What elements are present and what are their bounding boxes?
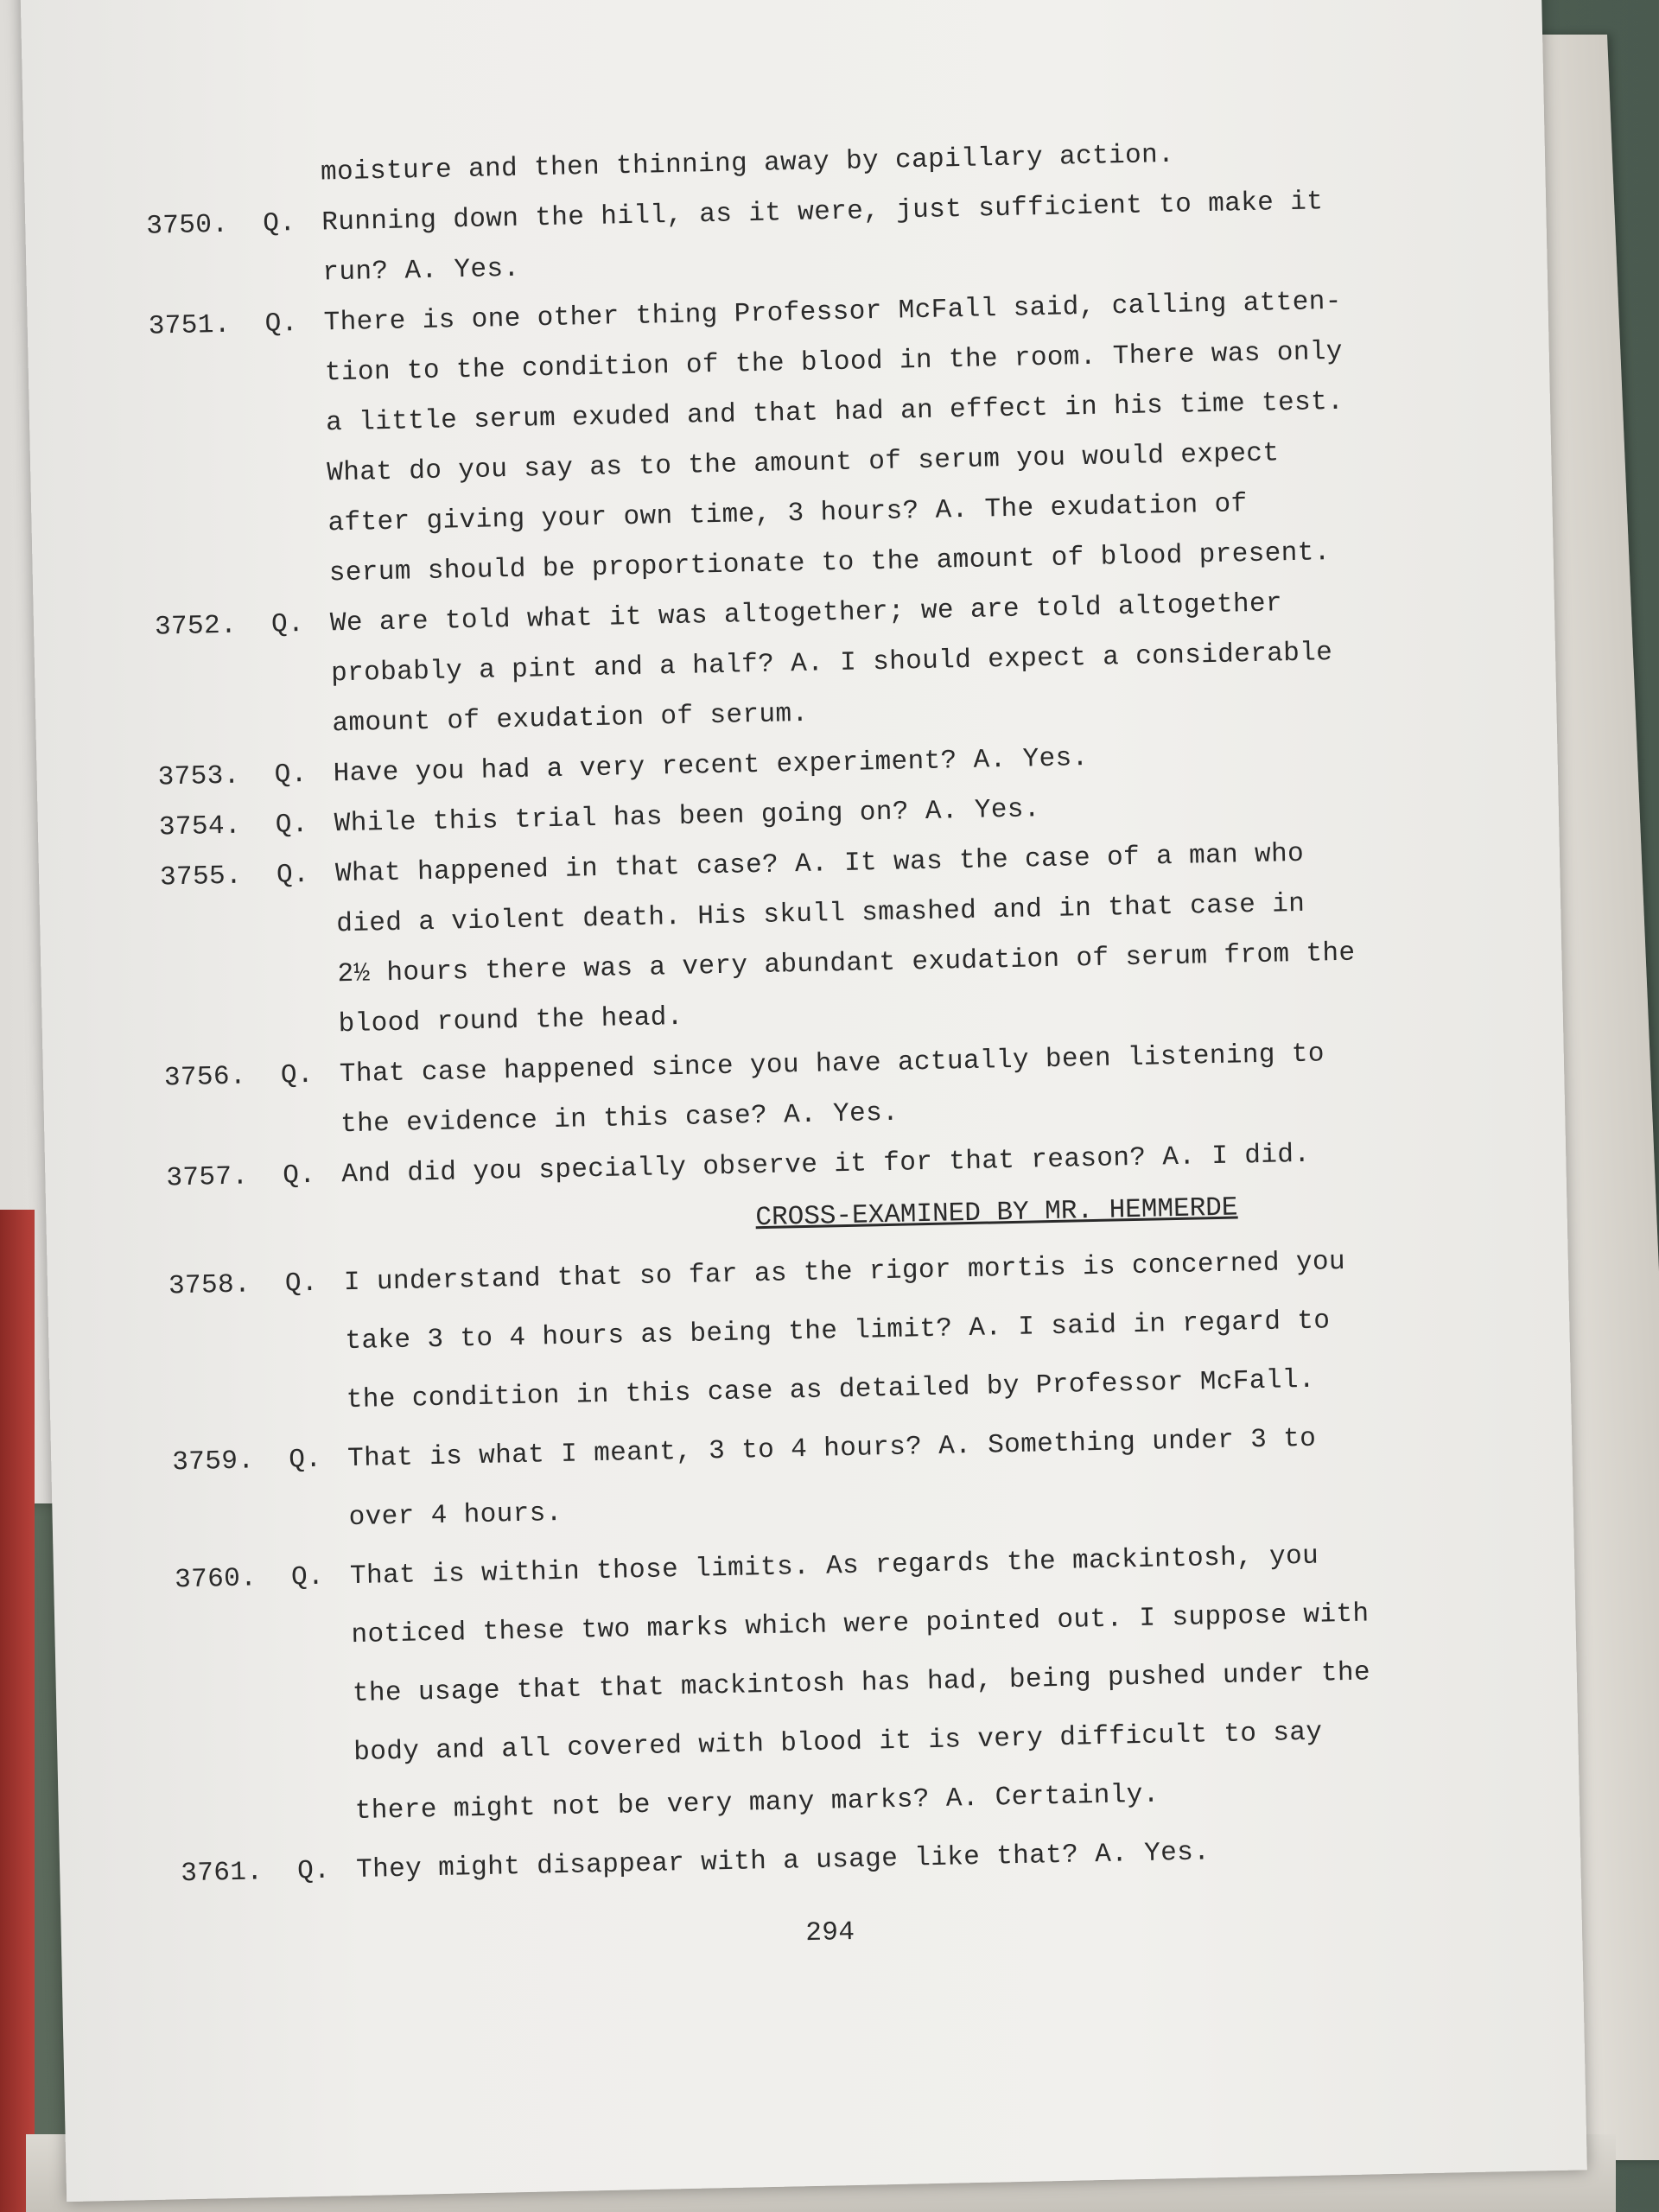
- question-marker: Q.: [288, 1444, 322, 1476]
- entry-line: serum should be proportionate to the amount of blood present.: [328, 537, 1332, 589]
- entry-line: We are told what it was altogether; we are told altogether: [329, 588, 1283, 639]
- question-marker: Q.: [280, 1059, 315, 1091]
- question-marker: Q.: [283, 1160, 316, 1192]
- entry-line: That case happened since you have actually been listening to: [339, 1039, 1325, 1090]
- entry-line: body and all covered with blood it is very difficult to say: [353, 1717, 1323, 1769]
- continuation-line: moisture and then thinning away by capillary action.: [320, 139, 1175, 188]
- entry-line: noticed these two marks which were pointed out. I suppose with: [351, 1599, 1370, 1651]
- entry-line: Have you had a very recent experiment? A. Yes.: [333, 743, 1089, 790]
- question-marker: Q.: [275, 809, 309, 841]
- entry-number: 3750.: [145, 209, 229, 242]
- page-number: 294: [805, 1916, 855, 1949]
- entry-number: 3760.: [174, 1563, 257, 1596]
- entry-number: 3751.: [148, 309, 232, 342]
- entry-number: 3761.: [180, 1857, 264, 1890]
- entry-number: 3752.: [154, 610, 238, 643]
- entry-line: the usage that that mackintosh has had, being pushed under the: [352, 1657, 1371, 1710]
- entry-line: over 4 hours.: [348, 1497, 563, 1534]
- entry-number: 3753.: [157, 760, 241, 793]
- entry-line: That is what I meant, 3 to 4 hours? A. Something under 3 to: [346, 1423, 1317, 1475]
- entry-number: 3758.: [168, 1269, 251, 1302]
- entry-line: the condition in this case as detailed by Professor McFall.: [346, 1364, 1316, 1416]
- entry-number: 3759.: [171, 1446, 255, 1478]
- entry-text: [349, 1524, 1476, 1841]
- entry-line: tion to the condition of the blood in the room. There was only: [324, 336, 1344, 389]
- entry-text: [323, 275, 1450, 599]
- entry-number: 3755.: [159, 861, 243, 893]
- qa-entry: [160, 826, 1460, 1053]
- transcript-content: [145, 124, 1479, 1973]
- entry-line: blood round the head.: [338, 1001, 684, 1040]
- entry-line: And did you specially observe it for that reason? A. I did.: [341, 1139, 1311, 1191]
- entry-line: There is one other thing Professor McFall said, calling atten-: [323, 286, 1343, 339]
- entry-number: 3754.: [158, 810, 242, 843]
- question-marker: Q.: [296, 1855, 331, 1887]
- entry-line: That is within those limits. As regards the mackintosh, you: [349, 1541, 1319, 1592]
- qa-entry: [154, 575, 1452, 753]
- entry-line: What happened in that case? A. It was the case of a man who: [334, 838, 1305, 890]
- entry-line: take 3 to 4 hours as being the limit? A. I said in regard to: [345, 1306, 1331, 1357]
- entry-line: a little serum exuded and that had an effect in his time test.: [325, 386, 1344, 439]
- entries-before-heading: [146, 175, 1463, 1204]
- entry-line: While this trial has been going on? A. Yes.: [334, 794, 1041, 840]
- entry-line: run? A. Yes.: [322, 253, 520, 289]
- question-marker: Q.: [290, 1561, 325, 1593]
- question-marker: Q.: [276, 859, 310, 891]
- question-marker: Q.: [284, 1268, 319, 1300]
- entry-line: there might not be very many marks? A. Certainly.: [354, 1779, 1160, 1827]
- entry-line: died a violent death. His skull smashed and in that case in: [335, 888, 1306, 940]
- entry-line: after giving your own time, 3 hours? A. The exudation of: [327, 489, 1248, 539]
- transcript-page: [20, 0, 1586, 2202]
- section-heading: CROSS-EXAMINED BY MR. HEMMERDE: [755, 1192, 1238, 1234]
- entry-line: 2½ hours there was a very abundant exudation of serum from the: [337, 938, 1356, 990]
- qa-entry: [148, 275, 1450, 602]
- entry-text: [347, 1407, 1471, 1548]
- question-marker: Q.: [264, 308, 299, 340]
- entry-line: probably a pint and a half? A. I should expect a considerable: [330, 638, 1333, 690]
- entry-line: the evidence in this case? A. Yes.: [340, 1097, 899, 1141]
- entry-number: 3757.: [166, 1161, 249, 1194]
- red-binding-edge: [0, 1210, 35, 2212]
- entry-text: [343, 1230, 1467, 1430]
- entry-line: I understand that so far as the rigor mortis is concerned you: [343, 1246, 1346, 1299]
- entry-line: They might disappear with a usage like that? A. Yes.: [355, 1837, 1211, 1886]
- entries-after-heading: [168, 1230, 1477, 1904]
- question-marker: Q.: [270, 608, 305, 640]
- qa-entry: [168, 1230, 1467, 1433]
- entry-line: What do you say as to the amount of serum you would expect: [327, 438, 1280, 489]
- entry-line: Running down the hill, as it were, just sufficient to make it: [321, 187, 1324, 238]
- question-marker: Q.: [262, 208, 296, 239]
- entry-line: amount of exudation of serum.: [332, 698, 809, 740]
- entry-text: [335, 826, 1460, 1050]
- qa-entry: [174, 1524, 1476, 1845]
- entry-text: [329, 575, 1452, 749]
- entry-number: 3756.: [163, 1061, 247, 1094]
- question-marker: Q.: [274, 759, 308, 791]
